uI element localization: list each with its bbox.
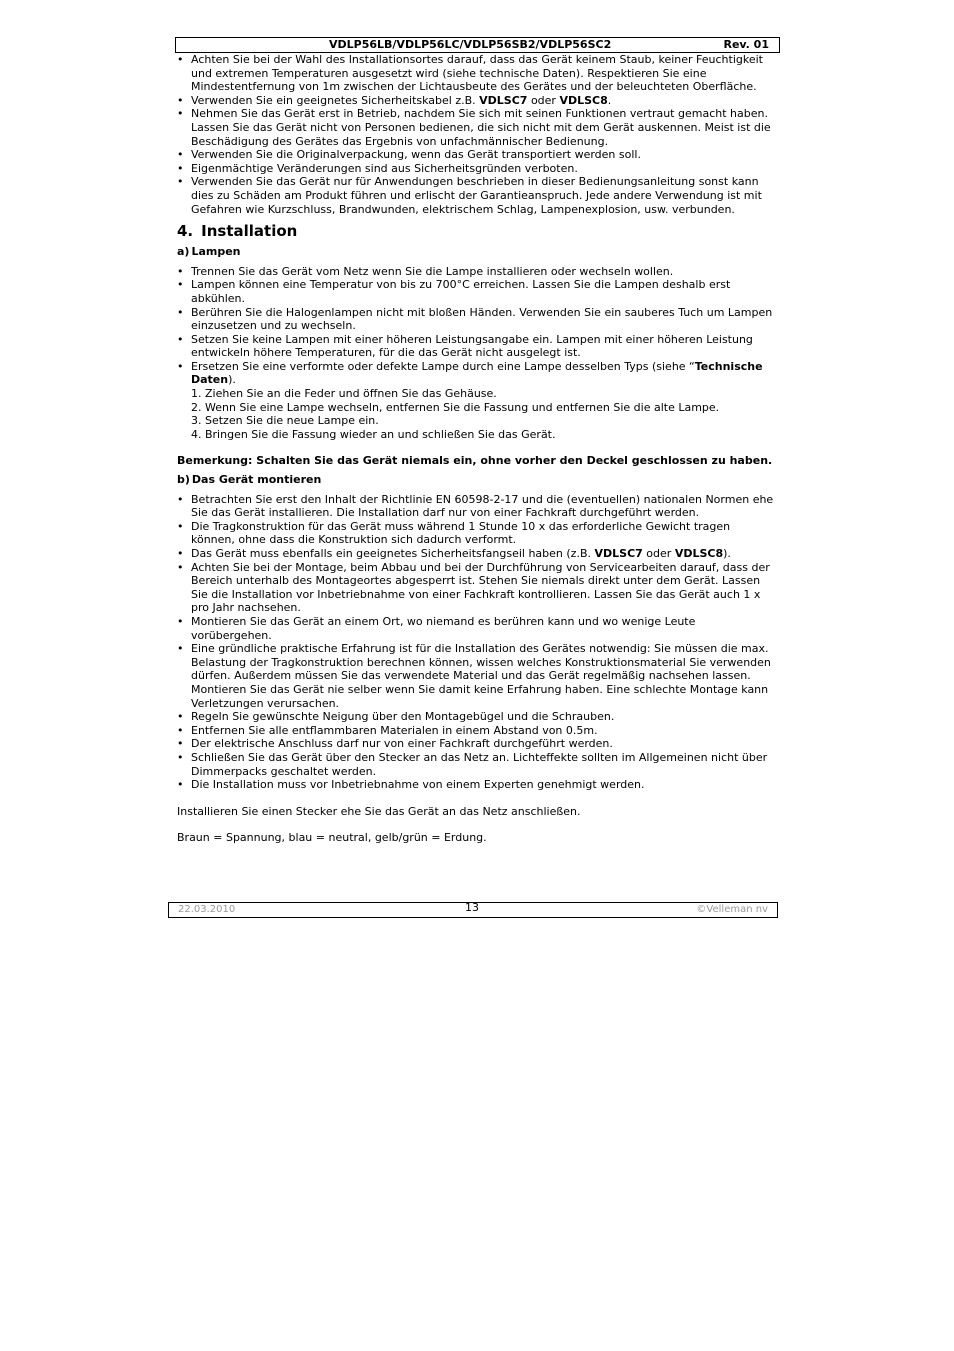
footer-date: 22.03.2010 xyxy=(178,904,236,915)
step-item: 2. Wenn Sie eine Lampe wechseln, entfernen Sie die Fassung und entfernen Sie die alte Lampe. xyxy=(191,400,720,414)
list-item: • Achten Sie bei der Wahl des Installationsortes darauf, dass das Gerät keinem Staub, keiner Feuchtigkeit und extremen Temperaturen ausgesetzt wird (siehe technische Daten). Respektieren Sie eine Mindestentfernung von 1m zwischen der Lichtausbeute des Gerätes und der beleuchteten Oberfläche. xyxy=(177,53,777,94)
list-item: • Lampen können eine Temperatur von bis zu 700°C erreichen. Lassen Sie die Lampen deshalb erst abkühlen. xyxy=(177,278,777,305)
page-footer xyxy=(168,902,778,918)
list-item: • Setzen Sie keine Lampen mit einer höheren Leistungsangabe ein. Lampen mit einer höheren Leistung entwickeln höhere Temperaturen, für die das Gerät nicht ausgelegt ist. xyxy=(177,333,777,360)
safety-list xyxy=(177,53,777,216)
subsection-heading-lamps: a) Lampen xyxy=(177,245,241,259)
list-item: • Achten Sie bei der Montage, beim Abbau und bei der Durchführung von Servicearbeiten darauf, dass der Bereich unterhalb des Montageortes abgesperrt ist. Stehen Sie niemals direkt unter dem Gerät. Lassen Sie die Installation vor Inbetriebnahme von einer Fachkraft kontrollieren. Lassen Sie das Gerät auch 1 x pro Jahr nachsehen. xyxy=(177,561,777,615)
wire-color-legend: Braun = Spannung, blau = neutral, gelb/grün = Erdung. xyxy=(177,831,487,845)
product-code: VDLSC7 xyxy=(594,547,643,560)
list-item: • Eine gründliche praktische Erfahrung ist für die Installation des Gerätes notwendig: Sie müssen die max. Belastung der Tragkonstruktion berechnen können, wissen welches Konstruktionsmaterial Sie verwenden dürfen. Außerdem müssen Sie das verwendete Material und das Gerät regelmäßig nachsehen lassen. Montieren Sie das Gerät nie selber wenn Sie damit keine Erfahrung haben. Eine schlechte Montage kann Verletzungen verursachen. xyxy=(177,642,777,710)
list-item: • Verwenden Sie die Originalverpackung, wenn das Gerät transportiert werden soll. xyxy=(177,148,777,162)
list-item: • Ersetzen Sie eine verformte oder defekte Lampe durch eine Lampe desselben Typs (siehe “Technische Daten). xyxy=(177,360,777,387)
list-item: • Betrachten Sie erst den Inhalt der Richtlinie EN 60598-2-17 und die (eventuellen) nationalen Normen ehe Sie das Gerät installieren. Die Installation darf nur von einer Fachkraft durchgeführt werden. xyxy=(177,493,777,520)
step-item: 1. Ziehen Sie an die Feder und öffnen Sie das Gehäuse. xyxy=(191,387,497,401)
subsection-heading-mounting: b) Das Gerät montieren xyxy=(177,473,322,487)
lamp-list xyxy=(177,265,777,387)
section-heading: 4. Installation xyxy=(177,222,298,241)
list-item: • Schließen Sie das Gerät über den Stecker an das Netz an. Lichteffekte sollten im Allgemeinen nicht über Dimmerpacks geschaltet werden. xyxy=(177,751,777,778)
list-item: • Die Tragkonstruktion für das Gerät muss während 1 Stunde 10 x das erforderliche Gewicht tragen können, ohne dass die Konstruktion sich dadurch verformt. xyxy=(177,520,777,547)
footer-copyright: ©Velleman nv xyxy=(696,904,768,915)
warning-note: Bemerkung: Schalten Sie das Gerät niemals ein, ohne vorher den Deckel geschlossen zu haben. xyxy=(177,454,773,468)
page-header xyxy=(175,37,780,53)
plug-instruction: Installieren Sie einen Stecker ehe Sie das Gerät an das Netz anschließen. xyxy=(177,804,581,818)
model-numbers: VDLP56LB/VDLP56LC/VDLP56SB2/VDLP56SC2 xyxy=(329,38,612,51)
list-item: • Berühren Sie die Halogenlampen nicht mit bloßen Händen. Verwenden Sie ein sauberes Tuch um Lampen einzusetzen und zu wechseln. xyxy=(177,306,777,333)
page-number: 13 xyxy=(465,901,479,914)
revision-label: Rev. 01 xyxy=(723,38,769,51)
list-item: • Trennen Sie das Gerät vom Netz wenn Sie die Lampe installieren oder wechseln wollen. xyxy=(177,265,777,279)
list-item: • Regeln Sie gewünschte Neigung über den Montagebügel und die Schrauben. xyxy=(177,710,777,724)
list-item: • Die Installation muss vor Inbetriebnahme von einem Experten genehmigt werden. xyxy=(177,778,777,792)
product-code: VDLSC8 xyxy=(559,93,608,107)
list-item: • Der elektrische Anschluss darf nur von einer Fachkraft durchgeführt werden. xyxy=(177,737,777,751)
list-item: • Entfernen Sie alle entflammbaren Materialen in einem Abstand von 0.5m. xyxy=(177,724,777,738)
product-code: VDLSC7 xyxy=(479,93,528,107)
lamp-steps xyxy=(177,387,777,441)
list-item: • Nehmen Sie das Gerät erst in Betrieb, nachdem Sie sich mit seinen Funktionen vertraut gemacht haben. Lassen Sie das Gerät nicht von Personen bedienen, die sich nicht mit dem Gerät auskennen. Meist ist die Beschädigung des Gerätes das Ergebnis von unfachmännischer Bedienung. xyxy=(177,107,777,148)
document-body xyxy=(177,53,777,845)
step-item: 3. Setzen Sie die neue Lampe ein. xyxy=(191,414,379,428)
list-item: • Verwenden Sie das Gerät nur für Anwendungen beschrieben in dieser Bedienungsanleitung sonst kann dies zu Schäden am Produkt führen und erlischt der Garantieanspruch. Jede andere Verwendung ist mit Gefahren wie Kurzschluss, Brandwunden, elektrischem Schlag, Lampenexplosion, usw. verbunden. xyxy=(177,175,777,216)
product-code: VDLSC8 xyxy=(674,547,724,560)
list-item: • Verwenden Sie ein geeignetes Sicherheitskabel z.B. VDLSC7 oder VDLSC8. xyxy=(177,94,777,108)
list-item: • Das Gerät muss ebenfalls ein geeignetes Sicherheitsfangseil haben (z.B. VDLSC7 oder VDLSC8). xyxy=(177,547,777,561)
mounting-list xyxy=(177,493,777,792)
list-item: • Montieren Sie das Gerät an einem Ort, wo niemand es berühren kann und wo wenige Leute vorübergehen. xyxy=(177,615,777,642)
step-item: 4. Bringen Sie die Fassung wieder an und schließen Sie das Gerät. xyxy=(191,427,556,441)
list-item: • Eigenmächtige Veränderungen sind aus Sicherheitsgründen verboten. xyxy=(177,162,777,176)
